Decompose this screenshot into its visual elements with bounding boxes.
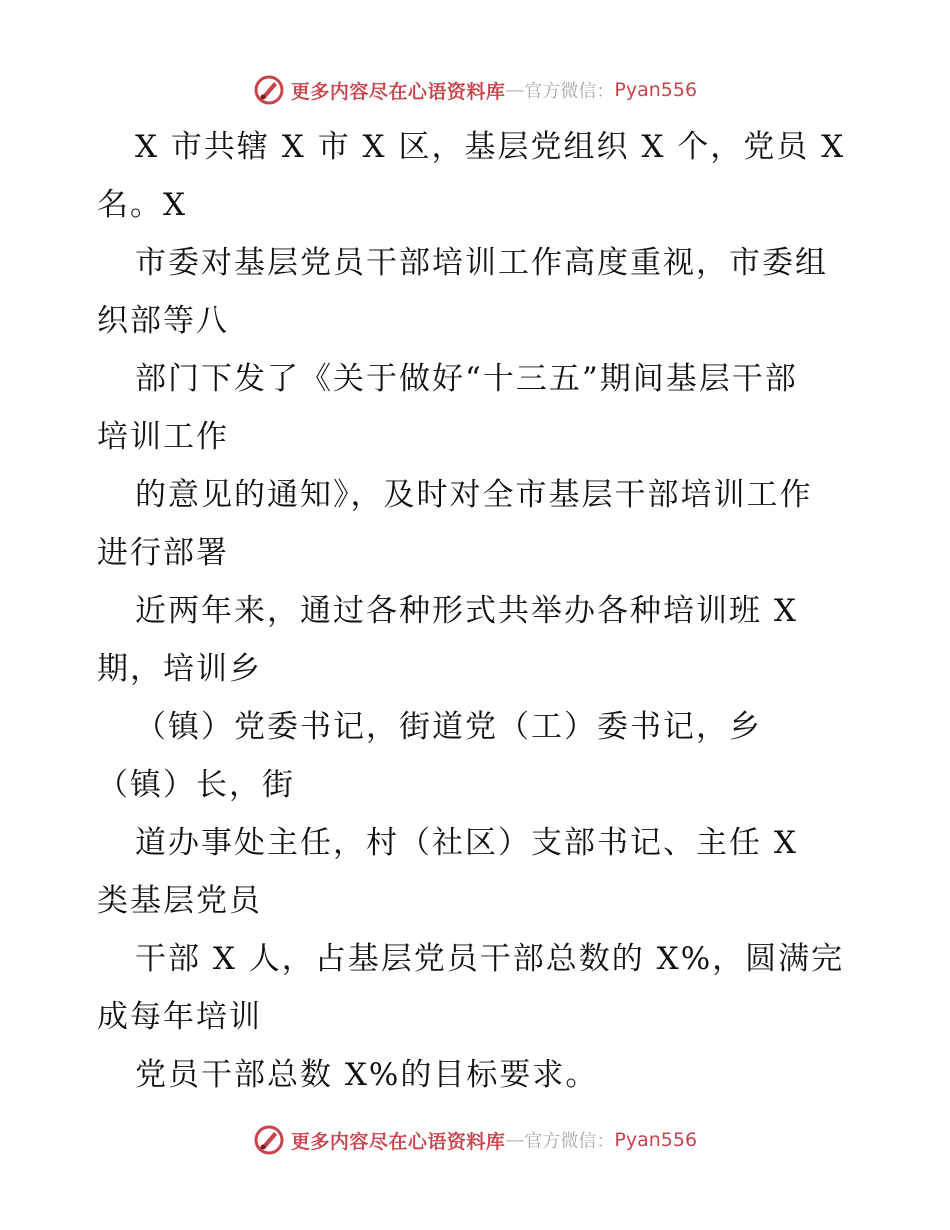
text-line: 近两年来，通过各种形式共举办各种培训班 X: [135, 593, 798, 629]
footer-watermark: [0, 1120, 950, 1160]
text-line: 市委对基层党员干部培训工作高度重视，市委组: [135, 245, 828, 281]
watermark-label: 官方微信：: [524, 81, 615, 102]
brush-logo-icon: [253, 1124, 285, 1156]
text-line: 期，培训乡: [97, 651, 262, 687]
brush-logo-icon: [253, 74, 285, 106]
document-body: [97, 118, 857, 1104]
watermark-dash: —: [505, 1129, 525, 1151]
watermark-handle: Pyan556: [614, 1129, 698, 1151]
text-line: 织部等八: [97, 303, 229, 339]
header-watermark: [0, 70, 950, 110]
watermark-text: 更多内容尽在心语资料库: [290, 80, 506, 103]
text-line: 干部 X 人，占基层党员干部总数的 X%，圆满完: [135, 941, 845, 977]
text-line: 进行部署: [97, 535, 229, 571]
text-line: 名。X: [97, 187, 188, 223]
text-line: 的意见的通知》，及时对全市基层干部培训工作: [135, 477, 813, 513]
text-line: 成每年培训: [97, 999, 262, 1035]
text-line: 类基层党员: [97, 883, 262, 919]
watermark-dash: —: [505, 79, 525, 101]
text-line: （镇）党委书记，街道党（工）委书记，乡: [135, 709, 762, 745]
text-line: （镇）长，街: [97, 767, 295, 803]
watermark-label: 官方微信：: [524, 1131, 615, 1152]
text-line: 部门下发了《关于做好“十三五”期间基层干部: [135, 361, 798, 397]
watermark-text: 更多内容尽在心语资料库: [290, 1130, 506, 1153]
watermark-handle: Pyan556: [614, 79, 698, 101]
text-line: 党员干部总数 X%的目标要求。: [135, 1057, 599, 1093]
text-line: 道办事处主任，村（社区）支部书记、主任 X: [135, 825, 798, 861]
text-line: X 市共辖 X 市 X 区，基层党组织 X 个，党员 X: [135, 129, 846, 165]
text-line: 培训工作: [97, 419, 229, 455]
